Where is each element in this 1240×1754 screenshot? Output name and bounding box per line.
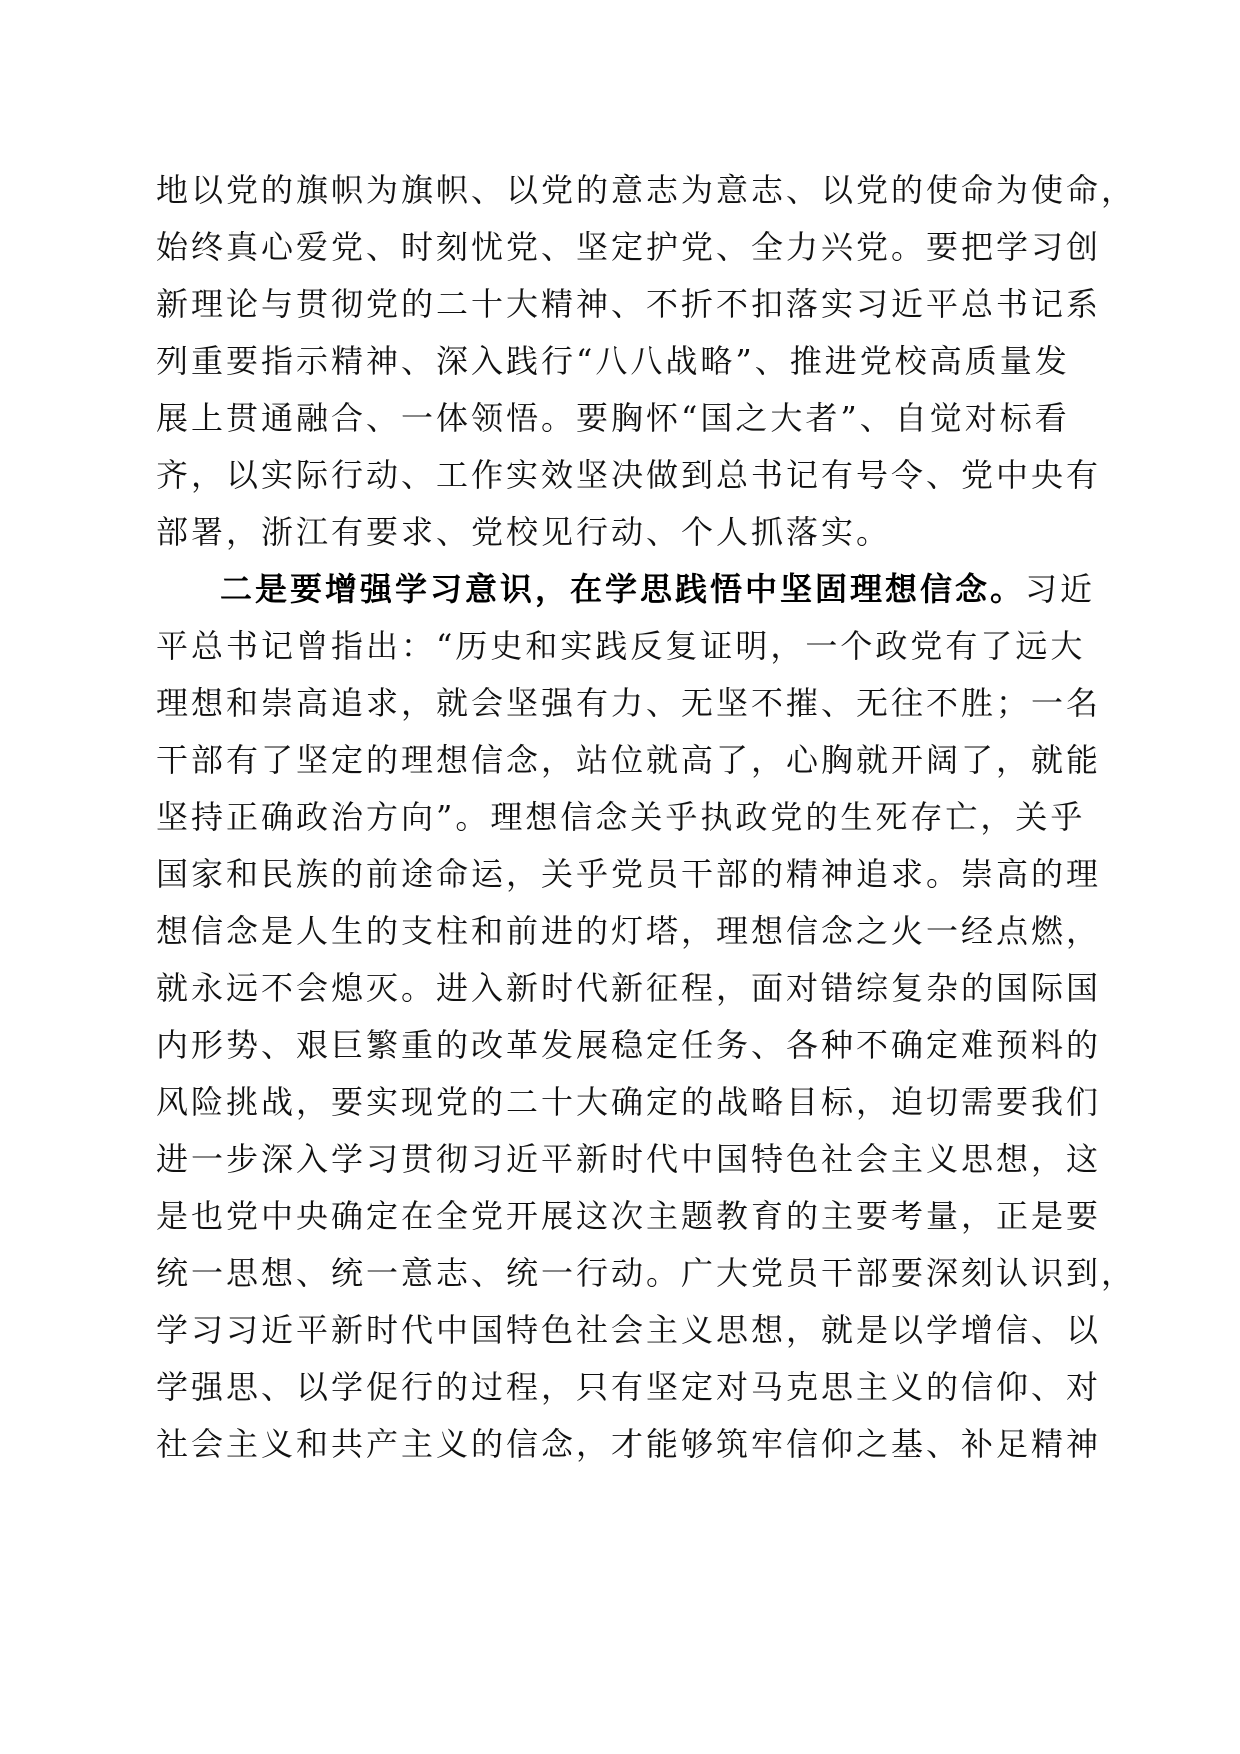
paragraph-line: 就永远不会熄灭。进入新时代新征程，面对错综复杂的国际国 [156,969,1102,1007]
paragraph-line: 干部有了坚定的理想信念，站位就高了，心胸就开阔了，就能 [156,741,1102,779]
paragraph-line: 国家和民族的前途命运，关乎党员干部的精神追求。崇高的理 [156,855,1102,893]
paragraph-line: 社会主义和共产主义的信念，才能够筑牢信仰之基、补足精神 [156,1425,1102,1463]
paragraph-line: 列重要指示精神、深入践行“八八战略”、推进党校高质量发 [156,342,1070,380]
paragraph-line: 统一思想、统一意志、统一行动。广大党员干部要深刻认识到， [156,1254,1137,1292]
paragraph-line: 始终真心爱党、时刻忧党、坚定护党、全力兴党。要把学习创 [156,228,1102,266]
paragraph-line: 学强思、以学促行的过程，只有坚定对马克思主义的信仰、对 [156,1368,1102,1406]
paragraph-line: 地以党的旗帜为旗帜、以党的意志为意志、以党的使命为使命， [156,171,1137,209]
paragraph-line: 平总书记曾指出：“历史和实践反复证明，一个政党有了远大 [156,627,1086,665]
paragraph-line: 展上贯通融合、一体领悟。要胸怀“国之大者”、自觉对标看 [156,399,1070,437]
paragraph-line: 理想和崇高追求，就会坚强有力、无坚不摧、无往不胜；一名 [156,684,1102,722]
heading-line-continuation: 习近 [1025,570,1096,608]
paragraph-line: 齐，以实际行动、工作实效坚决做到总书记有号令、党中央有 [156,456,1102,494]
paragraph-line: 进一步深入学习贯彻习近平新时代中国特色社会主义思想，这 [156,1140,1102,1178]
paragraph-line: 学习习近平新时代中国特色社会主义思想，就是以学增信、以 [156,1311,1102,1349]
paragraph-line: 是也党中央确定在全党开展这次主题教育的主要考量，正是要 [156,1197,1102,1235]
paragraph-line: 新理论与贯彻党的二十大精神、不折不扣落实习近平总书记系 [156,285,1102,323]
paragraph-line: 坚持正确政治方向”。理想信念关乎执政党的生死存亡，关乎 [156,798,1086,836]
paragraph-line: 风险挑战，要实现党的二十大确定的战略目标，迫切需要我们 [156,1083,1102,1121]
paragraph-first-line [220,562,1095,616]
paragraph-line: 想信念是人生的支柱和前进的灯塔，理想信念之火一经点燃， [156,912,1102,950]
paragraph-line: 内形势、艰巨繁重的改革发展稳定任务、各种不确定难预料的 [156,1026,1102,1064]
section-heading: 二是要增强学习意识，在学思践悟中坚固理想信念。 [220,570,1026,608]
paragraph-line: 部署，浙江有要求、党校见行动、个人抓落实。 [156,513,892,551]
